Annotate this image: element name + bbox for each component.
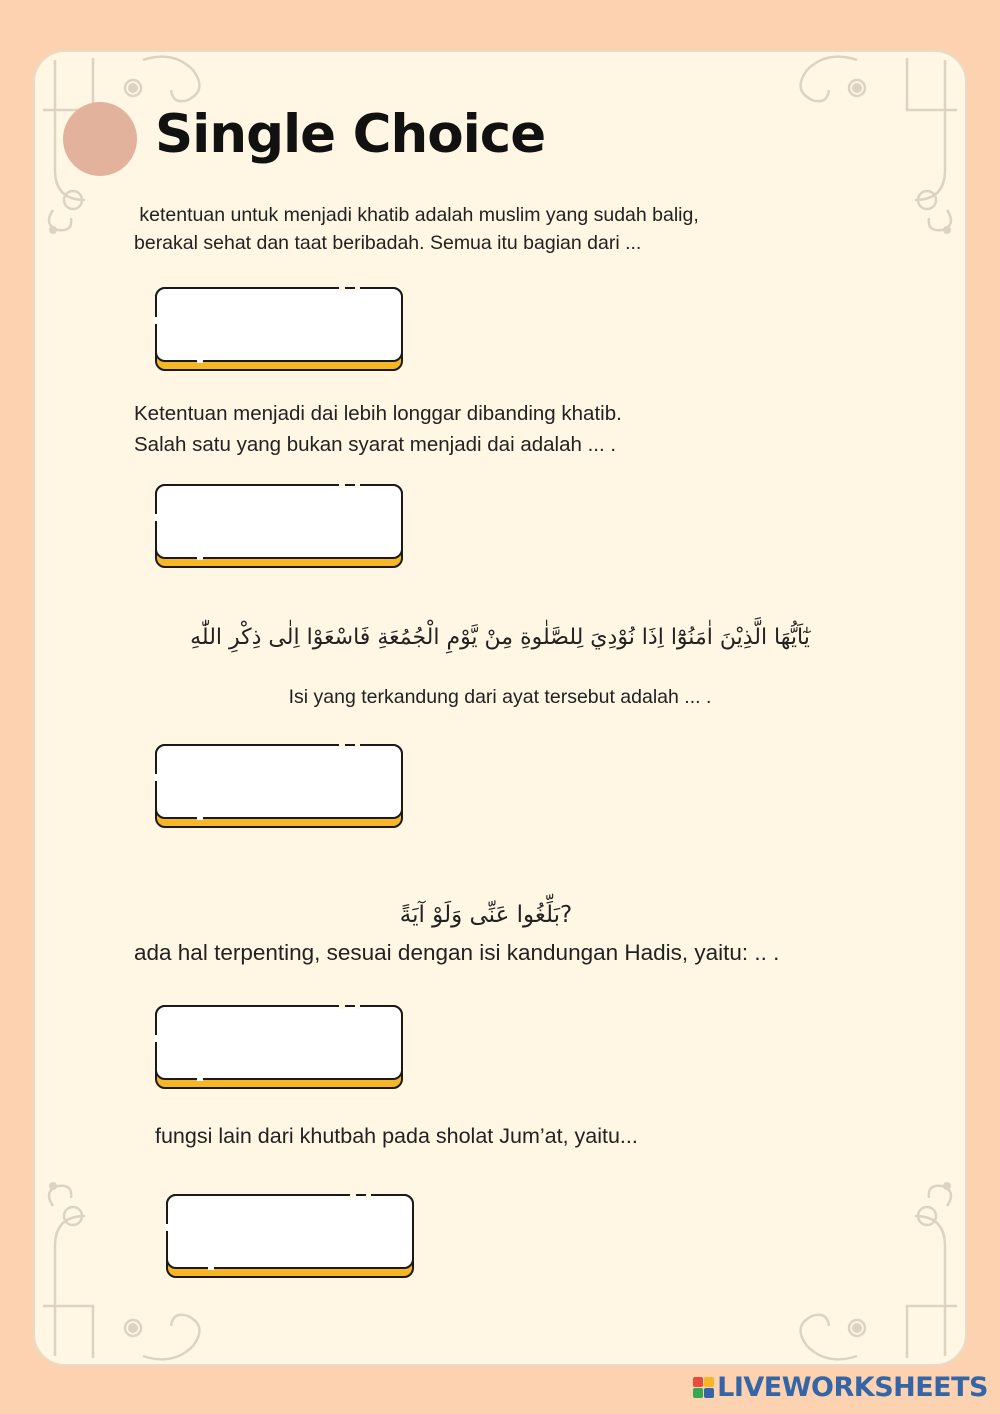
question-4-arabic-hadith: بَلِّغُوا عَنِّى وَلَوْ آيَةً? bbox=[399, 902, 573, 928]
question-1-line-2: berakal sehat dan taat beribadah. Semua itu bagian dari ... bbox=[134, 232, 642, 254]
question-5-text: fungsi lain dari khutbah pada sholat Jum’at, yaitu... bbox=[155, 1124, 638, 1148]
answer-box-2-face bbox=[155, 484, 403, 559]
corner-ornament-bottom-right bbox=[757, 1176, 967, 1366]
answer-5-input[interactable] bbox=[176, 1202, 408, 1261]
liveworksheets-logo-icon bbox=[693, 1377, 714, 1398]
liveworksheets-logo[interactable] bbox=[693, 1372, 988, 1403]
question-1 bbox=[134, 201, 699, 257]
question-3-text: Isi yang terkandung dari ayat tersebut adalah ... . bbox=[288, 686, 712, 708]
question-3-arabic-verse: يٰٓاَيُّهَا الَّذِيْنَ اٰمَنُوْٓا اِذَا نُوْدِيَ لِلصَّلٰوةِ مِنْ يَّوْمِ الْجُمُعَةِ فَاسْعَوْا اِلٰى ذِكْرِ اللّٰهِ bbox=[190, 625, 810, 650]
question-2 bbox=[134, 398, 622, 460]
answer-4-input[interactable] bbox=[165, 1013, 397, 1072]
corner-ornament-top-right bbox=[757, 50, 967, 240]
answer-box-4-face bbox=[155, 1005, 403, 1080]
answer-3-input[interactable] bbox=[165, 752, 397, 811]
question-4-text: ada hal terpenting, sesuai dengan isi kandungan Hadis, yaitu: .. . bbox=[134, 940, 780, 965]
answer-box-1-face bbox=[155, 287, 403, 362]
answer-2-input[interactable] bbox=[165, 492, 397, 551]
answer-box-5-face bbox=[166, 1194, 414, 1269]
liveworksheets-logo-text: LIVEWORKSHEETS bbox=[717, 1372, 988, 1403]
answer-box-5[interactable] bbox=[166, 1194, 414, 1278]
page-title: Single Choice bbox=[155, 104, 546, 165]
answer-box-4[interactable] bbox=[155, 1005, 403, 1089]
question-2-line-2: Salah satu yang bukan syarat menjadi dai adalah ... . bbox=[134, 433, 617, 456]
question-2-line-1: Ketentuan menjadi dai lebih longgar dibanding khatib. bbox=[134, 402, 622, 425]
answer-box-1[interactable] bbox=[155, 287, 403, 371]
answer-box-3[interactable] bbox=[155, 744, 403, 828]
answer-box-2[interactable] bbox=[155, 484, 403, 568]
answer-1-input[interactable] bbox=[165, 295, 397, 354]
title-dot bbox=[63, 102, 137, 176]
answer-box-3-face bbox=[155, 744, 403, 819]
question-1-line-1: ketentuan untuk menjadi khatib adalah muslim yang sudah balig, bbox=[134, 204, 699, 226]
